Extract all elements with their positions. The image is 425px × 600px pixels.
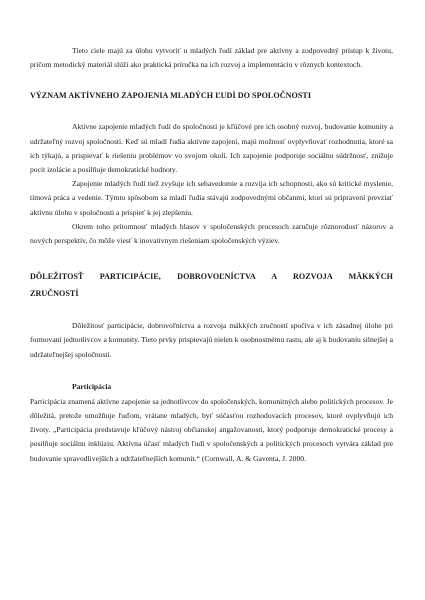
document-page [30,44,393,466]
section-heading-vyznam: VÝZNAM AKTÍVNEHO ZAPOJENIA MLADÝCH ĽUDÍ DO SPOLOČNOSTI [30,91,312,101]
intro-paragraph: Tieto ciele majú za úlohu vytvoriť u mladých ľudí základ pre aktívny a zodpovedný prístup k životu, pričom metodický materiál slúži ako praktická príručka na ich rozvoj a implementáciu v rôznych kontextoch. [30,46,393,70]
section-heading-dolezitost: DÔLEŽITOSŤ PARTICIPÁCIE, DOBROVOĽNÍCTVA A ROZVOJA MÄKKÝCH ZRUČNOSTÍ [30,272,393,299]
body-paragraph-5: Participácia znamená aktívne zapojenie sa jednotlivcov do spoločenských, komunitných alebo politických procesov. Je dôležitá, pretože umožňuje ľuďom, vrátane mladých, byť súčasťou rozhodovacích procesov, ktoré ovplyvňujú ich životy. „Participácia predstavuje kľúčový nástroj občianskej angažovanosti, ktorý podporuje demokratické procesy a posilňuje sociálnu inklúziu. Aktívna účasť mladých ľudí v spoločenských a politických procesoch vytvára základ pre budovanie spravodlivejších a udržateľnejších komunít.“ (Cornwall, A. & Gaventa, J. 2000. [30,396,393,463]
body-paragraph-3: Okrem toho prítomnosť mladých hlasov v spoločenských procesoch zaručuje rôznorodosť názorov a nových perspektív, čo môže viesť k inovatívnym riešeniam spoločenských výziev. [30,221,393,246]
body-paragraph-2: Zapojenie mladých ľudí tiež zvyšuje ich sebavedomie a rozvíja ich schopnosti, ako sú kritické myslenie, tímová práca a vedenie. Týmto spôsobom sa mladí ľudia stávajú zodpovednými občanmi, ktorí sú pripravení prevziať aktívnu úlohu v spoločnosti a prispieť k jej zlepšeniu. [30,179,393,217]
subsection-heading-participacia: Participácia [72,381,112,391]
body-paragraph-1: Aktívne zapojenie mladých ľudí do spoločnosti je kľúčové pre ich osobný rozvoj, budovanie komunity a udržateľný rozvoj spoločnosti. Keď sú mladí ľudia aktívne zapojení, majú možnosť ovplyvňovať rozhodnutia, ktoré sa ich týkajú, a prispievať k riešeniu problémov vo svojom okolí. Ich zapojenie podporuje sociálnu súdržnosť, znižuje pocit izolácie a posilňuje demokratické hodnoty. [30,122,393,175]
body-paragraph-4: Dôležitosť participácie, dobrovoľníctva a rozvoja mäkkých zručností spočíva v ich zásadnej úlohe pri formovaní jednotlivcov a komunity. Tieto prvky prispievajú nielen k osobnostnému rastu, ale aj k budovaniu silnejšej a udržateľnejšej spoločnosti. [30,321,393,359]
